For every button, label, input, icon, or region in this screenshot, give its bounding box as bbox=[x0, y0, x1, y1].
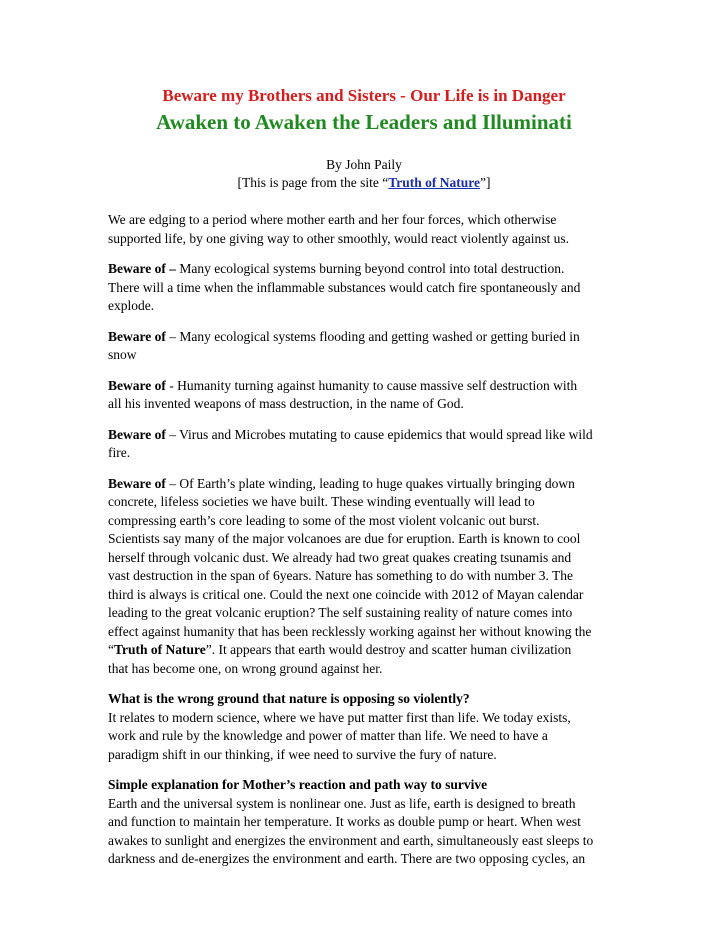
paragraph bbox=[108, 776, 628, 869]
body-text: We are edging to a period where mother earth and her four forces, which otherwise bbox=[108, 212, 557, 227]
bold-text: Beware of bbox=[108, 377, 166, 393]
byline: By John Paily bbox=[326, 157, 402, 172]
text-line bbox=[108, 549, 628, 568]
text-line bbox=[108, 493, 628, 512]
body-text: vast destruction in the span of 6years. Nature has something to do with number 3. The bbox=[108, 568, 574, 583]
body-text: darkness and de-energizes the environment and earth. There are two opposing cycles, an bbox=[108, 851, 586, 866]
paragraph bbox=[108, 260, 628, 316]
text-line bbox=[108, 727, 628, 746]
body-text: awakes to sunlight and energizes the environment and earth, simultaneously east sleeps to bbox=[108, 832, 594, 848]
bold-text: Truth of Nature bbox=[114, 642, 206, 657]
paragraph bbox=[108, 475, 628, 679]
text-line bbox=[108, 641, 628, 660]
bold-text: Beware of bbox=[108, 426, 166, 442]
body-text: Many ecological systems burning beyond control into total destruction. bbox=[175, 261, 565, 276]
text-line bbox=[108, 832, 628, 851]
document-body bbox=[108, 211, 628, 881]
body-text: fire. bbox=[108, 445, 131, 460]
body-text: – Of Earth’s plate winding, leading to huge quakes virtually bringing down bbox=[165, 475, 575, 491]
body-text: all his invented weapons of mass destruction, in the name of God. bbox=[108, 396, 464, 411]
body-text: third is always is critical one. Could the next one coincide with 2012 of Mayan calendar bbox=[108, 586, 584, 602]
body-text: “ bbox=[108, 642, 114, 657]
bold-text: Simple explanation for Mother’s reaction and path way to survive bbox=[108, 777, 488, 792]
body-text: - Humanity turning against humanity to cause massive self destruction with bbox=[165, 377, 578, 393]
body-text: paradigm shift in our thinking, if wee need to survive the fury of nature. bbox=[108, 746, 497, 762]
body-text: – Many ecological systems flooding and getting washed or getting buried in bbox=[165, 328, 580, 344]
source-prefix: [This is page from the site “ bbox=[237, 175, 389, 190]
text-line bbox=[108, 623, 628, 642]
text-line bbox=[108, 444, 628, 463]
bold-text: Beware of bbox=[108, 475, 166, 491]
body-text: that has become one, on wrong ground against her. bbox=[108, 660, 383, 676]
text-line bbox=[108, 709, 628, 728]
body-text: explode. bbox=[108, 298, 155, 313]
text-line bbox=[108, 512, 628, 531]
title-line-1: Beware my Brothers and Sisters - Our Life is in Danger bbox=[162, 86, 566, 105]
body-text: herself through volcanic dust. We already had two great quakes creating tsunamis and bbox=[108, 549, 572, 565]
body-text: effect against humanity that has been recklessly working against her without knowing the bbox=[108, 623, 592, 639]
text-line bbox=[108, 586, 628, 605]
text-line bbox=[108, 530, 628, 549]
text-line bbox=[108, 690, 628, 709]
text-line bbox=[108, 795, 628, 814]
source-suffix: ”] bbox=[479, 175, 491, 190]
bold-text: What is the wrong ground that nature is opposing so violently? bbox=[108, 691, 470, 706]
body-text: – Virus and Microbes mutating to cause epidemics that would spread like wild bbox=[165, 426, 593, 442]
body-text: work and rule by the knowledge and power of matter than life. We need to have a bbox=[108, 728, 548, 743]
body-text: There will a time when the inflammable substances would catch fire spontaneously and bbox=[108, 279, 581, 295]
text-line bbox=[108, 230, 628, 249]
text-line bbox=[108, 346, 628, 365]
text-line bbox=[108, 279, 628, 298]
bold-text: Beware of bbox=[108, 328, 166, 344]
paragraph bbox=[108, 377, 628, 414]
title-line-2: Awaken to Awaken the Leaders and Illuminati bbox=[156, 110, 572, 134]
truth-of-nature-link[interactable]: Truth of Nature bbox=[388, 175, 480, 190]
body-text: concrete, lifeless societies we have built. These winding eventually will lead to bbox=[108, 494, 535, 509]
body-text: ”. It appears that earth would destroy and scatter human civilization bbox=[205, 642, 572, 657]
text-line bbox=[108, 211, 628, 230]
text-line bbox=[108, 328, 628, 347]
text-line bbox=[108, 660, 628, 679]
paragraph bbox=[108, 211, 628, 248]
text-line bbox=[108, 475, 628, 494]
body-text: and function to maintain her temperature. It works as double pump or heart. When west bbox=[108, 814, 581, 829]
text-line bbox=[108, 426, 628, 445]
text-line bbox=[108, 746, 628, 765]
body-text: Scientists say many of the major volcanoes are due for eruption. Earth is known to cool bbox=[108, 531, 581, 546]
text-line bbox=[108, 567, 628, 586]
body-text: Earth and the universal system is nonlinear one. Just as life, earth is designed to breath bbox=[108, 795, 576, 811]
paragraph bbox=[108, 690, 628, 764]
body-text: snow bbox=[108, 347, 137, 362]
text-line bbox=[108, 850, 628, 869]
text-line bbox=[108, 776, 628, 795]
text-line bbox=[108, 377, 628, 396]
body-text: compressing earth’s core leading to some of the most violent volcanic out burst. bbox=[108, 512, 540, 528]
text-line bbox=[108, 260, 628, 279]
paragraph bbox=[108, 426, 628, 463]
text-line bbox=[108, 604, 628, 623]
source-line bbox=[0, 174, 728, 191]
bold-text: Beware of – bbox=[108, 261, 176, 276]
text-line bbox=[108, 395, 628, 414]
text-line bbox=[108, 813, 628, 832]
body-text: supported life, by one giving way to other smoothly, would react violently against us. bbox=[108, 230, 570, 246]
body-text: It relates to modern science, where we have put matter first than life. We today exists, bbox=[108, 709, 571, 725]
paragraph bbox=[108, 328, 628, 365]
body-text: leading to the great volcanic eruption? The self sustaining reality of nature comes into bbox=[108, 605, 573, 620]
text-line bbox=[108, 297, 628, 316]
